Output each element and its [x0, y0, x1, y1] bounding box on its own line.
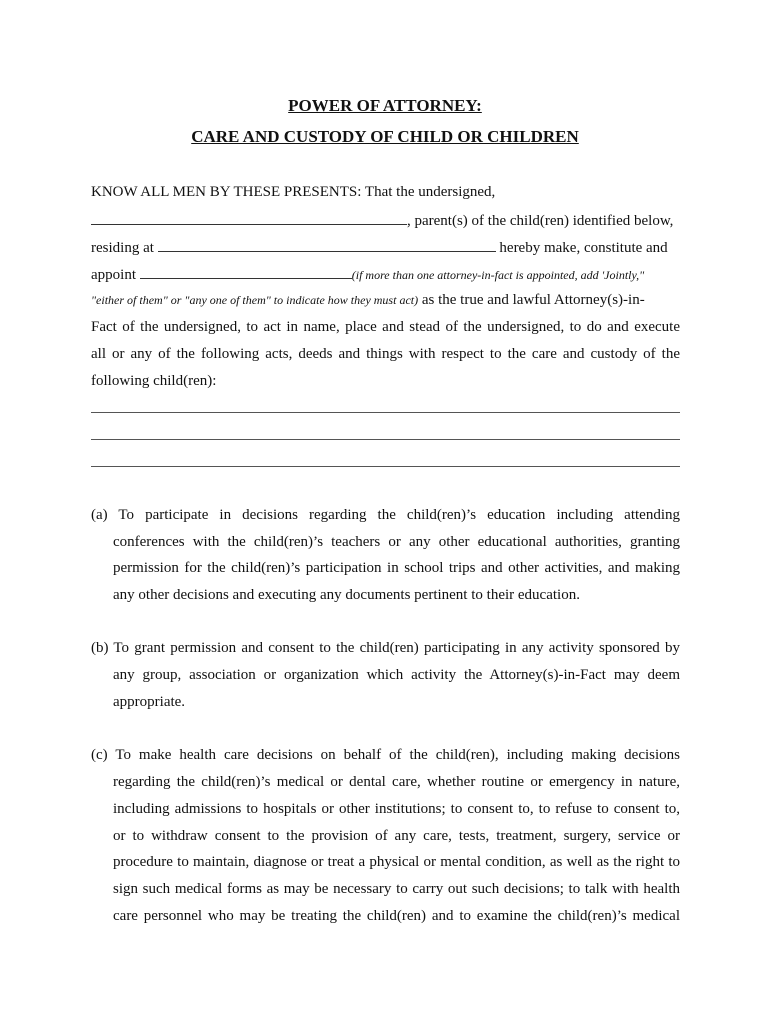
clause-b-line-1: (b) To grant permission and consent to the child(ren) participating in any activity sponsored by — [91, 640, 680, 656]
attorney-name-field[interactable] — [140, 264, 352, 279]
clause-a-line-2: conferences with the child(ren)’s teachers or any other educational authorities, granting — [113, 534, 680, 550]
clause-b-line-2: any group, association or organization which activity the Attorney(s)-in-Fact may deem — [113, 667, 680, 683]
clause-c-line-5: procedure to maintain, diagnose or treat a physical or mental condition, as well as the right to — [113, 854, 680, 870]
document-subtitle: CARE AND CUSTODY OF CHILD OR CHILDREN — [191, 127, 579, 146]
residence-field[interactable] — [158, 237, 496, 252]
intro-line-1: KNOW ALL MEN BY THESE PRESENTS: That the undersigned, — [91, 184, 496, 200]
document-title: POWER OF ATTORNEY: — [288, 96, 482, 115]
clause-a-line-3: permission for the child(ren)’s participation in school trips and other activities, and making — [113, 560, 680, 576]
children-line-3[interactable] — [91, 466, 680, 467]
intro-line-3-text: hereby make, constitute and — [499, 240, 668, 256]
intro-line-2-text: , parent(s) of the child(ren) identified below, — [407, 213, 674, 229]
children-line-2[interactable] — [91, 439, 680, 440]
clause-c-line-3: including admissions to hospitals or other institutions; to consent to, to refuse to consent to, — [113, 801, 680, 817]
intro-line-4 — [91, 264, 644, 284]
intro-line-3 — [91, 237, 668, 257]
intro-line-6: Fact of the undersigned, to act in name, place and stead of the undersigned, to do and execute — [91, 319, 680, 335]
intro-line-2 — [91, 210, 673, 230]
intro-line-5-text: as the true and lawful Attorney(s)-in- — [421, 292, 645, 308]
attorney-note-1: (if more than one attorney-in-fact is appointed, add 'Jointly," — [351, 268, 645, 282]
clause-c-line-1: (c) To make health care decisions on behalf of the child(ren), including making decisions — [91, 747, 680, 763]
clause-a-line-4: any other decisions and executing any documents pertinent to their education. — [113, 587, 580, 603]
clause-c-line-6: sign such medical forms as may be necessary to carry out such decisions; to talk with health — [113, 881, 680, 897]
parent-name-field[interactable] — [91, 210, 407, 225]
intro-line-7: all or any of the following acts, deeds and things with respect to the care and custody of the — [91, 346, 680, 362]
clause-c-line-4: or to withdraw consent to the provision of any care, tests, treatment, surgery, service or — [113, 828, 680, 844]
intro-line-5 — [91, 291, 645, 309]
appoint-label: appoint — [91, 267, 136, 283]
residing-label: residing at — [91, 240, 154, 256]
clause-a-line-1: (a) To participate in decisions regarding the child(ren)’s education including attending — [91, 507, 680, 523]
clause-c-line-2: regarding the child(ren)’s medical or dental care, whether routine or emergency in nature, — [113, 774, 680, 790]
clause-b-line-3: appropriate. — [113, 694, 186, 710]
children-line-1[interactable] — [91, 412, 680, 413]
clause-c-line-7: care personnel who may be treating the child(ren) and to examine the child(ren)’s medical — [113, 908, 680, 924]
intro-line-8: following child(ren): — [91, 373, 217, 389]
attorney-note-2: "either of them" or "any one of them" to indicate how they must act) — [91, 293, 419, 307]
